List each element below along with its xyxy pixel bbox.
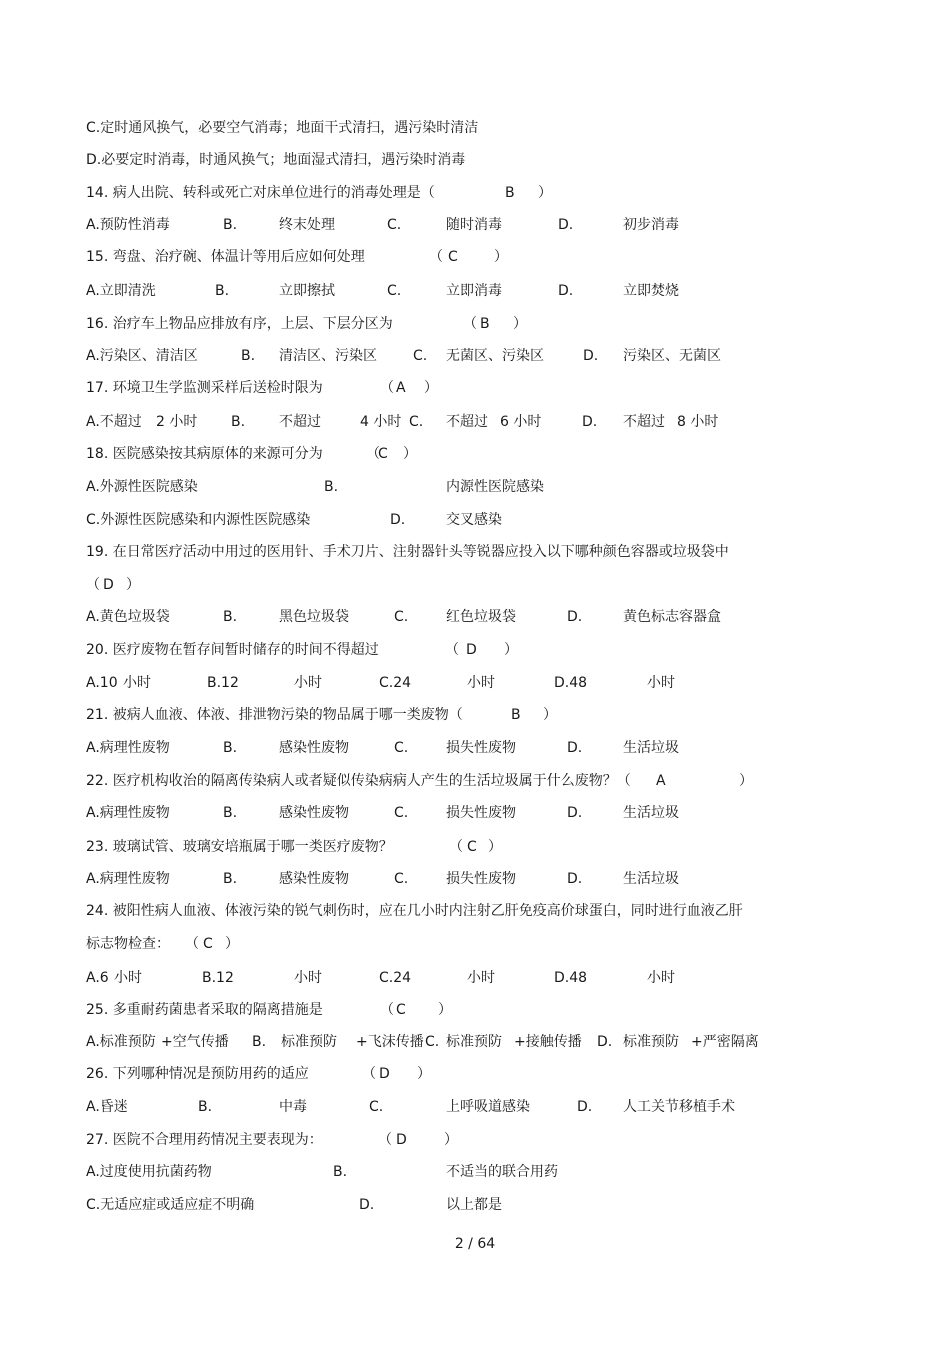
text-segment: 终末处理 bbox=[279, 217, 335, 233]
text-segment: 15. 弯盘、治疗碗、体温计等用后应如何处理 bbox=[86, 249, 365, 265]
text-segment: A.10 bbox=[86, 675, 118, 691]
text-segment: （ bbox=[449, 839, 463, 855]
text-segment: 损失性废物 bbox=[446, 805, 516, 821]
text-segment: A.立即清洗 bbox=[86, 283, 156, 299]
text-segment: B. bbox=[223, 609, 238, 625]
text-segment: D. bbox=[567, 871, 583, 887]
text-segment: C. bbox=[394, 805, 409, 821]
text-segment: D. bbox=[583, 348, 599, 364]
text-segment: 标准预防 bbox=[446, 1034, 502, 1050]
text-segment: （ bbox=[185, 936, 199, 952]
text-segment: ） bbox=[417, 1066, 431, 1082]
text-segment: C.24 bbox=[379, 970, 412, 986]
page-number: 2 / 64 bbox=[454, 1236, 496, 1252]
text-segment: +飞沫传播 bbox=[356, 1034, 424, 1050]
text-segment: 不超过 bbox=[446, 414, 488, 430]
text-segment: A bbox=[396, 380, 406, 396]
text-segment: 感染性废物 bbox=[279, 805, 349, 821]
text-segment: C.外源性医院感染和内源性医院感染 bbox=[86, 512, 311, 528]
text-segment: ） bbox=[739, 773, 753, 789]
text-segment: C bbox=[396, 1002, 406, 1018]
text-segment: B.12 bbox=[207, 675, 239, 691]
text-segment: 标志物检查： bbox=[86, 936, 170, 952]
text-segment: 损失性废物 bbox=[446, 740, 516, 756]
text-segment: （ bbox=[429, 249, 443, 265]
text-segment: +接触传播 bbox=[514, 1034, 582, 1050]
text-segment: ） bbox=[444, 1132, 458, 1148]
text-segment: 小时 bbox=[294, 675, 322, 691]
text-segment: C. bbox=[394, 871, 409, 887]
text-segment: 标准预防 bbox=[281, 1034, 337, 1050]
text-segment: C. bbox=[409, 414, 424, 430]
text-segment: 感染性废物 bbox=[279, 871, 349, 887]
text-segment: （ bbox=[86, 577, 100, 593]
text-segment: C. bbox=[394, 609, 409, 625]
text-segment: A.病理性废物 bbox=[86, 740, 170, 756]
text-segment: ） bbox=[403, 446, 417, 462]
text-segment: A.病理性废物 bbox=[86, 805, 170, 821]
text-segment: 23. 玻璃试管、玻璃安培瓶属于哪一类医疗废物？ bbox=[86, 839, 393, 855]
text-segment: +空气传播 bbox=[161, 1034, 229, 1050]
text-segment: 立即消毒 bbox=[446, 283, 502, 299]
text-segment: A.昏迷 bbox=[86, 1099, 128, 1115]
text-segment: A.预防性消毒 bbox=[86, 217, 170, 233]
text-segment: A.污染区、清洁区 bbox=[86, 348, 198, 364]
text-segment: ） bbox=[126, 577, 140, 593]
text-segment: A.6 bbox=[86, 970, 109, 986]
text-segment: 上呼吸道感染 bbox=[446, 1099, 530, 1115]
text-segment: 22. 医疗机构收治的隔离传染病人或者疑似传染病病人产生的生活垃圾属于什么废物？（ bbox=[86, 773, 631, 789]
text-segment: ） bbox=[494, 249, 508, 265]
text-segment: D. bbox=[567, 609, 583, 625]
text-segment: 黑色垃圾袋 bbox=[279, 609, 349, 625]
text-segment: D. bbox=[567, 740, 583, 756]
text-segment: C.无适应症或适应症不明确 bbox=[86, 1197, 255, 1213]
text-segment: B. bbox=[241, 348, 256, 364]
text-segment: D.必要定时消毒，时通风换气；地面湿式清扫，遇污染时消毒 bbox=[86, 152, 466, 168]
text-segment: 黄色标志容器盒 bbox=[623, 609, 721, 625]
text-segment: 感染性废物 bbox=[279, 740, 349, 756]
text-segment: 内源性医院感染 bbox=[446, 479, 544, 495]
text-segment: 小时 bbox=[647, 675, 675, 691]
text-segment: 初步消毒 bbox=[623, 217, 679, 233]
text-segment: 生活垃圾 bbox=[623, 871, 679, 887]
text-segment: ） bbox=[488, 839, 502, 855]
text-segment: C. bbox=[387, 283, 402, 299]
text-segment: （ bbox=[378, 1132, 392, 1148]
text-segment: D bbox=[103, 577, 114, 593]
text-segment: C. bbox=[369, 1099, 384, 1115]
text-segment: 14. 病人出院、转科或死亡对床单位进行的消毒处理是（ bbox=[86, 185, 435, 201]
text-segment: 立即擦拭 bbox=[279, 283, 335, 299]
text-segment: B.12 bbox=[202, 970, 234, 986]
text-segment: 生活垃圾 bbox=[623, 740, 679, 756]
text-segment: A.外源性医院感染 bbox=[86, 479, 198, 495]
text-segment: C bbox=[448, 249, 458, 265]
text-segment: 标准预防 bbox=[623, 1034, 679, 1050]
text-segment: A.黄色垃圾袋 bbox=[86, 609, 170, 625]
text-segment: 4 小时 bbox=[360, 414, 402, 430]
text-segment: D. bbox=[567, 805, 583, 821]
text-segment: D. bbox=[582, 414, 598, 430]
text-segment: 不适当的联合用药 bbox=[446, 1164, 558, 1180]
text-segment: （ bbox=[366, 446, 380, 462]
text-segment: 以上都是 bbox=[446, 1197, 502, 1213]
text-segment: 小时 bbox=[467, 675, 495, 691]
text-segment: B bbox=[505, 185, 515, 201]
text-segment: 8 小时 bbox=[677, 414, 719, 430]
text-segment: C. bbox=[413, 348, 428, 364]
text-segment: +严密隔离 bbox=[691, 1034, 759, 1050]
text-segment: （ bbox=[380, 380, 394, 396]
text-segment: 小时 bbox=[114, 970, 142, 986]
text-segment: ） bbox=[424, 380, 438, 396]
text-segment: A.标准预防 bbox=[86, 1034, 156, 1050]
text-segment: D. bbox=[558, 217, 574, 233]
text-segment: 不超过 bbox=[623, 414, 665, 430]
text-segment: 红色垃圾袋 bbox=[446, 609, 516, 625]
text-segment: （ bbox=[445, 642, 459, 658]
text-segment: （ bbox=[380, 1002, 394, 1018]
text-segment: D. bbox=[558, 283, 574, 299]
text-segment: C. bbox=[425, 1034, 440, 1050]
text-segment: C bbox=[467, 839, 477, 855]
text-segment: B. bbox=[231, 414, 246, 430]
text-segment: 清洁区、污染区 bbox=[279, 348, 377, 364]
text-segment: 人工关节移植手术 bbox=[623, 1099, 735, 1115]
text-segment: B. bbox=[223, 740, 238, 756]
text-segment: D bbox=[396, 1132, 407, 1148]
text-segment: B. bbox=[324, 479, 339, 495]
text-segment: C bbox=[203, 936, 213, 952]
text-segment: D bbox=[379, 1066, 390, 1082]
text-segment: 21. 被病人血液、体液、排泄物污染的物品属于哪一类废物（ bbox=[86, 707, 463, 723]
text-segment: 6 小时 bbox=[500, 414, 542, 430]
text-segment: C. bbox=[394, 740, 409, 756]
text-segment: B. bbox=[252, 1034, 267, 1050]
text-segment: 不超过 bbox=[279, 414, 321, 430]
text-segment: 小时 bbox=[294, 970, 322, 986]
text-segment: 20. 医疗废物在暂存间暂时储存的时间不得超过 bbox=[86, 642, 379, 658]
text-segment: 26. 下列哪种情况是预防用药的适应 bbox=[86, 1066, 309, 1082]
text-segment: A.不超过 bbox=[86, 414, 142, 430]
text-segment: D. bbox=[359, 1197, 375, 1213]
text-segment: A.病理性废物 bbox=[86, 871, 170, 887]
text-segment: ） bbox=[538, 185, 552, 201]
text-segment: B. bbox=[223, 217, 238, 233]
text-segment: B. bbox=[223, 871, 238, 887]
text-segment: 损失性废物 bbox=[446, 871, 516, 887]
text-segment: B. bbox=[215, 283, 230, 299]
text-segment: B. bbox=[223, 805, 238, 821]
text-segment: （ bbox=[463, 316, 477, 332]
text-segment: D.48 bbox=[554, 970, 588, 986]
text-segment: 27. 医院不合理用药情况主要表现为： bbox=[86, 1132, 323, 1148]
text-segment: D. bbox=[577, 1099, 593, 1115]
text-segment: 污染区、无菌区 bbox=[623, 348, 721, 364]
text-segment: B bbox=[511, 707, 521, 723]
text-segment: ） bbox=[438, 1002, 452, 1018]
text-segment: ） bbox=[504, 642, 518, 658]
text-segment: 17. 环境卫生学监测采样后送检时限为 bbox=[86, 380, 323, 396]
text-segment: 小时 bbox=[467, 970, 495, 986]
text-segment: B. bbox=[333, 1164, 348, 1180]
text-segment: C. bbox=[387, 217, 402, 233]
text-segment: 小时 bbox=[123, 675, 151, 691]
text-segment: 2 小时 bbox=[156, 414, 198, 430]
text-segment: B bbox=[480, 316, 490, 332]
text-segment: 18. 医院感染按其病原体的来源可分为 bbox=[86, 446, 323, 462]
text-segment: 交叉感染 bbox=[446, 512, 502, 528]
text-segment: ） bbox=[513, 316, 527, 332]
text-segment: 中毒 bbox=[279, 1099, 307, 1115]
text-segment: 随时消毒 bbox=[446, 217, 502, 233]
text-segment: （ bbox=[362, 1066, 376, 1082]
text-segment: 立即焚烧 bbox=[623, 283, 679, 299]
text-segment: 无菌区、污染区 bbox=[446, 348, 544, 364]
text-segment: B. bbox=[198, 1099, 213, 1115]
text-segment: D bbox=[466, 642, 477, 658]
text-segment: A bbox=[656, 773, 666, 789]
text-segment: C.定时通风换气，必要空气消毒；地面干式清扫，遇污染时清洁 bbox=[86, 120, 479, 136]
text-segment: C bbox=[378, 446, 388, 462]
text-segment: D.48 bbox=[554, 675, 588, 691]
text-segment: 19. 在日常医疗活动中用过的医用针、手术刀片、注射器针头等锐器应投入以下哪种颜色容器或垃圾袋中 bbox=[86, 544, 729, 560]
text-segment: 生活垃圾 bbox=[623, 805, 679, 821]
text-segment: D. bbox=[390, 512, 406, 528]
text-segment: A.过度使用抗菌药物 bbox=[86, 1164, 212, 1180]
text-segment: 小时 bbox=[647, 970, 675, 986]
text-segment: C.24 bbox=[379, 675, 412, 691]
text-segment: 24. 被阳性病人血液、体液污染的锐气刺伤时，应在几小时内注射乙肝免疫高价球蛋白，同时进行血液乙肝 bbox=[86, 903, 743, 919]
text-segment: D. bbox=[597, 1034, 613, 1050]
text-segment: 16. 治疗车上物品应排放有序，上层、下层分区为 bbox=[86, 316, 393, 332]
text-segment: ） bbox=[543, 707, 557, 723]
text-segment: ） bbox=[225, 936, 239, 952]
text-segment: 25. 多重耐药菌患者采取的隔离措施是 bbox=[86, 1002, 323, 1018]
